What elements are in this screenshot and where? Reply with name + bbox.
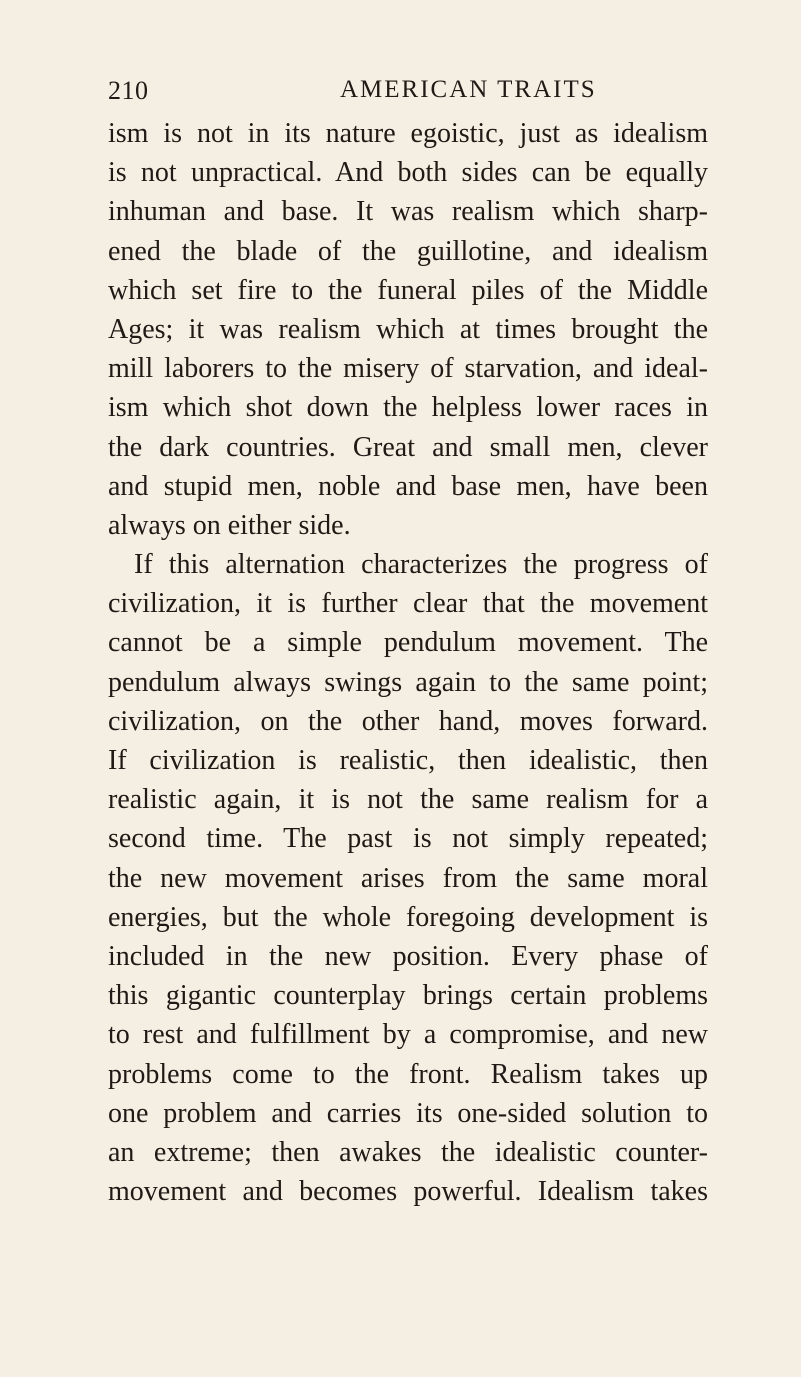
text-line: inhuman and base. It was realism which sharp- — [108, 196, 708, 228]
running-head — [108, 76, 708, 116]
text-line: energies, but the whole foregoing development is — [108, 901, 708, 933]
text-line: the new movement arises from the same moral — [108, 862, 708, 894]
text-line: one problem and carries its one-sided solution to — [108, 1097, 708, 1129]
text-line: and stupid men, noble and base men, have been — [108, 470, 708, 502]
text-line: Ages; it was realism which at times brought the — [108, 313, 708, 345]
page-number: 210 — [108, 76, 149, 105]
text-line: mill laborers to the misery of starvation, and ideal- — [108, 353, 708, 385]
text-line: ism is not in its nature egoistic, just as idealism — [108, 118, 708, 149]
text-line: to rest and fulfillment by a compromise, and new — [108, 1019, 708, 1051]
text-line: movement and becomes powerful. Idealism takes — [108, 1176, 708, 1208]
text-line: realistic again, it is not the same realism for a — [108, 784, 708, 816]
text-line: ened the blade of the guillotine, and idealism — [108, 235, 708, 267]
running-title: AMERICAN TRAITS — [340, 76, 597, 103]
text-line: always on either side. — [108, 509, 351, 541]
body-text — [108, 114, 708, 1211]
text-line: second time. The past is not simply repeated; — [108, 823, 708, 855]
text-line: If this alternation characterizes the progress of — [134, 549, 708, 581]
text-line: this gigantic counterplay brings certain problems — [108, 980, 708, 1012]
text-line: the dark countries. Great and small men, clever — [108, 431, 708, 463]
text-line: an extreme; then awakes the idealistic counter- — [108, 1136, 708, 1168]
text-line: If civilization is realistic, then idealistic, then — [108, 745, 708, 776]
paragraph — [108, 545, 708, 1211]
text-line: which set fire to the funeral piles of the Middle — [108, 274, 708, 306]
paragraph — [108, 114, 708, 545]
text-line: pendulum always swings again to the same point; — [108, 666, 708, 698]
text-line: included in the new position. Every phase of — [108, 940, 708, 972]
text-line: is not unpractical. And both sides can be equally — [108, 157, 708, 189]
text-line: problems come to the front. Realism takes up — [108, 1058, 708, 1090]
text-line: civilization, it is further clear that the movement — [108, 588, 708, 620]
text-line: civilization, on the other hand, moves forward. — [108, 705, 708, 737]
text-line: ism which shot down the helpless lower races in — [108, 392, 708, 424]
text-line: cannot be a simple pendulum movement. The — [108, 627, 708, 659]
